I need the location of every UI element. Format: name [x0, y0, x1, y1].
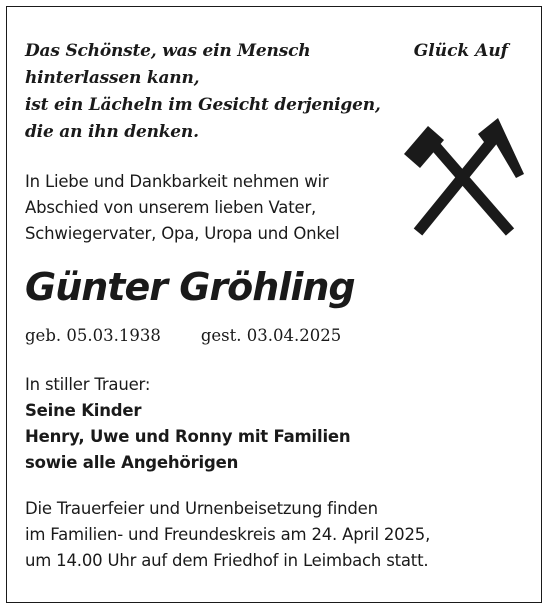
mourner-line: Henry, Uwe und Ronny mit Familien: [25, 427, 351, 446]
service-line: im Familien- und Freundeskreis am 24. April 2025,: [25, 525, 431, 544]
mourners-heading: In stiller Trauer:: [25, 375, 151, 394]
mourners-block: [25, 372, 350, 476]
hammer-and-pick-icon: [398, 114, 528, 238]
miners-greeting: Glück Auf: [413, 41, 508, 61]
mourner-line: sowie alle Angehörigen: [25, 453, 239, 472]
life-dates: [25, 323, 341, 349]
intro-line: Abschied von unserem lieben Vater,: [25, 198, 317, 217]
memorial-quote: [25, 38, 381, 146]
service-info: [25, 496, 430, 574]
birth-date: geb. 05.03.1938: [25, 326, 161, 345]
intro-line: Schwiegervater, Opa, Uropa und Onkel: [25, 224, 340, 243]
quote-line: ist ein Lächeln im Gesicht derjenigen,: [25, 95, 381, 115]
deceased-name: Günter Gröhling: [25, 265, 355, 309]
death-date: gest. 03.04.2025: [200, 326, 342, 345]
service-line: Die Trauerfeier und Urnenbeisetzung finden: [25, 499, 378, 518]
intro-line: In Liebe und Dankbarkeit nehmen wir: [25, 172, 329, 191]
mourner-line: Seine Kinder: [25, 401, 142, 420]
service-line: um 14.00 Uhr auf dem Friedhof in Leimbach statt.: [25, 551, 429, 570]
quote-line: Das Schönste, was ein Mensch: [25, 41, 311, 61]
quote-line: hinterlassen kann,: [25, 68, 200, 88]
quote-line: die an ihn denken.: [25, 122, 199, 142]
intro-text: [25, 169, 339, 247]
